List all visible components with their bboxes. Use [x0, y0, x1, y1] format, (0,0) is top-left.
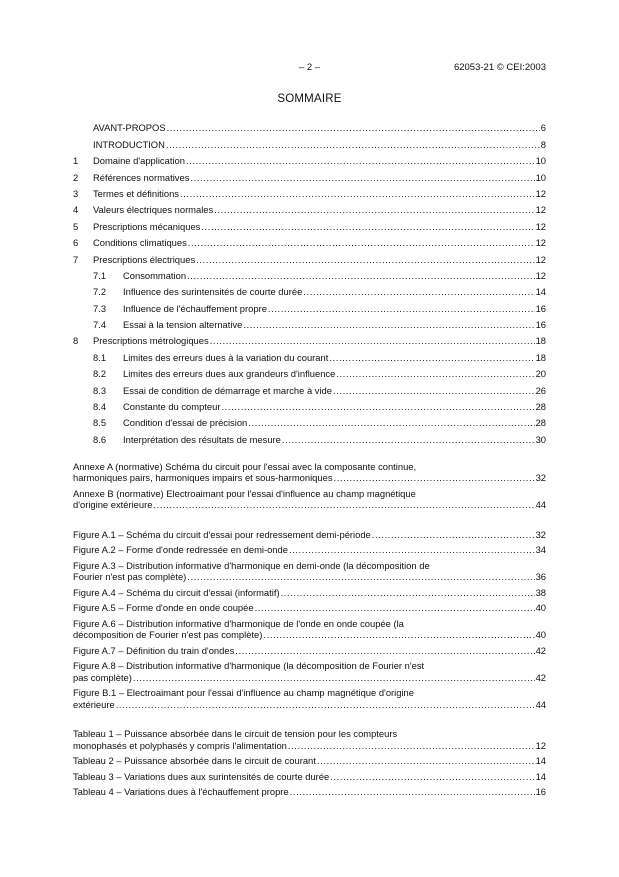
toc-entry[interactable]: [73, 428, 546, 444]
table-entry-line-with-page: [73, 771, 546, 783]
leader-dots: [336, 368, 534, 379]
toc-entry[interactable]: [73, 150, 546, 166]
table-entry[interactable]: [73, 786, 546, 798]
leader-dots: [167, 122, 540, 133]
toc-main-list: [73, 117, 546, 445]
table-entry-title: Tableau 4 – Variations dues à l'échauffement propre: [73, 786, 289, 798]
figure-entry-line-with-page: [73, 699, 546, 711]
toc-entry[interactable]: [73, 248, 546, 264]
leader-dots: [282, 434, 535, 445]
table-entry-line-with-page: [73, 786, 546, 798]
toc-entry-number: 7.4: [93, 319, 107, 331]
figure-entry-line: Figure A.3 – Distribution informative d'harmonique en demi-onde (la décomposition de: [73, 559, 430, 571]
figure-entry-page: 32: [535, 528, 546, 540]
leader-dots: [187, 571, 534, 583]
figure-entry-title: pas complète): [73, 671, 132, 683]
annex-entry-line: Annexe B (normative) Electroaimant pour l'essai d'influence au champ magnétique: [73, 487, 416, 499]
toc-entry-page: 18: [535, 335, 546, 347]
figure-entry-page: 40: [535, 629, 546, 641]
toc-entry-page: 12: [535, 220, 546, 232]
toc-entry-number: 7: [73, 253, 79, 265]
toc-entry-number: 1: [73, 155, 79, 167]
toc-entry[interactable]: [73, 314, 546, 330]
toc-entry-title: Prescriptions mécaniques: [93, 220, 201, 232]
toc-entry-number: 5: [73, 220, 79, 232]
toc-entry[interactable]: [73, 232, 546, 248]
figure-entry-title: Figure A.7 – Définition du train d'ondes: [73, 644, 235, 656]
annex-entry-line-with-page: [73, 499, 546, 511]
leader-dots: [330, 771, 534, 783]
toc-entry-title: Essai à la tension alternative: [123, 319, 243, 331]
figure-entry-page: 36: [535, 571, 546, 583]
toc-entry[interactable]: [73, 215, 546, 231]
leader-dots: [281, 587, 535, 599]
leader-dots: [180, 188, 535, 199]
annex-entry[interactable]: [73, 488, 546, 511]
toc-entry[interactable]: [73, 330, 546, 346]
leader-dots: [187, 270, 535, 281]
toc-entry[interactable]: [73, 199, 546, 215]
toc-entry-number: 6: [73, 237, 79, 249]
leader-dots: [317, 755, 535, 767]
toc-entry-page: 6: [540, 122, 546, 134]
toc-entry[interactable]: [73, 265, 546, 281]
toc-entry-page: 12: [535, 253, 546, 265]
leader-dots: [133, 672, 535, 684]
toc-entry-title: Termes et définitions: [93, 187, 179, 199]
annex-entry-title: d'origine extérieure: [73, 499, 153, 511]
toc-entry-number: 7.2: [93, 286, 107, 298]
figure-entry[interactable]: [73, 618, 546, 641]
leader-dots: [255, 602, 535, 614]
toc-entry-title: INTRODUCTION: [93, 138, 165, 150]
toc-entry-number: 8.3: [93, 384, 107, 396]
figure-entry[interactable]: [73, 645, 546, 657]
toc-entry-title: Prescriptions métrologiques: [93, 335, 209, 347]
figure-entry-title: Figure A.2 – Forme d'onde redressée en demi-onde: [73, 544, 288, 556]
figure-entry-title: décomposition de Fourier n'est pas complète): [73, 629, 263, 641]
toc-entry[interactable]: [73, 412, 546, 428]
table-entry-line-with-page: [73, 755, 546, 767]
leader-dots: [268, 303, 535, 314]
toc-entry-title: Domaine d'application: [93, 155, 185, 167]
toc-entry-number: 3: [73, 187, 79, 199]
table-entry[interactable]: [73, 771, 546, 783]
table-entry-line-with-page: [73, 740, 546, 752]
leader-dots: [334, 472, 535, 484]
leader-dots: [166, 139, 540, 150]
toc-entry-number: 8.6: [93, 433, 107, 445]
leader-dots: [290, 786, 535, 798]
figure-entry-line-with-page: [73, 602, 546, 614]
table-of-contents: [73, 117, 546, 798]
toc-entry-title: Interprétation des résultats de mesure: [123, 433, 281, 445]
toc-entry[interactable]: [73, 281, 546, 297]
leader-dots: [214, 204, 534, 215]
toc-entry[interactable]: [73, 346, 546, 362]
figure-entry[interactable]: [73, 602, 546, 614]
leader-dots: [188, 237, 535, 248]
table-entry-title: Tableau 2 – Puissance absorbée dans le circuit de courant: [73, 755, 316, 767]
figure-entry-line-with-page: [73, 571, 546, 583]
annex-entry-line: Annexe A (normative) Schéma du circuit pour l'essai avec la composante continue,: [73, 460, 417, 472]
table-entry-page: 14: [535, 770, 546, 782]
leader-dots: [201, 221, 534, 232]
leader-dots: [221, 401, 534, 412]
toc-entry-page: 18: [535, 351, 546, 363]
leader-dots: [153, 499, 534, 511]
leader-dots: [329, 352, 534, 363]
leader-dots: [372, 529, 535, 541]
table-entry-page: 14: [535, 755, 546, 767]
annex-entry-line-with-page: [73, 472, 546, 484]
toc-entry-number: 8: [73, 335, 79, 347]
toc-entry-title: Références normatives: [93, 171, 190, 183]
toc-entry[interactable]: [73, 363, 546, 379]
page-header: [0, 62, 619, 76]
annex-entry-page: 32: [535, 472, 546, 484]
toc-entry-page: 12: [535, 187, 546, 199]
figure-entry-line-with-page: [73, 529, 546, 541]
toc-entry-number: 2: [73, 171, 79, 183]
figure-entry-page: 40: [535, 602, 546, 614]
leader-dots: [235, 645, 534, 657]
toc-entry-title: Prescriptions électriques: [93, 253, 196, 265]
annex-entry[interactable]: [73, 461, 546, 484]
toc-entry-page: 20: [535, 368, 546, 380]
toc-entry-page: 12: [535, 237, 546, 249]
toc-entry-number: 8.4: [93, 401, 107, 413]
toc-entry[interactable]: [73, 117, 546, 133]
figure-entry-line-with-page: [73, 587, 546, 599]
leader-dots: [210, 335, 535, 346]
leader-dots: [196, 254, 534, 265]
toc-annex-list: [73, 461, 546, 511]
toc-entry-number: 7.1: [93, 269, 107, 281]
table-entry[interactable]: [73, 755, 546, 767]
toc-entry-page: 28: [535, 401, 546, 413]
figure-entry[interactable]: [73, 560, 546, 583]
toc-entry-title: Limites des erreurs dues aux grandeurs d'influence: [123, 368, 336, 380]
toc-entry-page: 14: [535, 286, 546, 298]
toc-entry[interactable]: [73, 396, 546, 412]
leader-dots: [186, 155, 535, 166]
toc-entry-page: 16: [535, 319, 546, 331]
leader-dots: [116, 699, 535, 711]
toc-entry-page: 28: [535, 417, 546, 429]
toc-entry-page: 10: [535, 171, 546, 183]
leader-dots: [263, 629, 534, 641]
toc-entry-page: 16: [535, 302, 546, 314]
leader-dots: [243, 319, 534, 330]
toc-entry-page: 26: [535, 384, 546, 396]
table-entry-title: monophasés et polyphasés y compris l'alimentation: [73, 739, 287, 751]
page-title: SOMMAIRE: [277, 93, 342, 105]
figure-entry[interactable]: [73, 544, 546, 556]
figure-entry-line-with-page: [73, 544, 546, 556]
figure-entry-line-with-page: [73, 629, 546, 641]
toc-entry-number: 8.5: [93, 417, 107, 429]
toc-entry-title: Essai de condition de démarrage et marche à vide: [123, 384, 332, 396]
figure-entry-line: Figure A.6 – Distribution informative d'harmonique de l'onde en onde coupée (la: [73, 617, 404, 629]
toc-entry[interactable]: [73, 379, 546, 395]
annex-entry-title: harmoniques pairs, harmoniques impairs et sous-harmoniques: [73, 472, 333, 484]
figure-entry-title: Figure A.4 – Schéma du circuit d'essai (informatif): [73, 586, 280, 598]
toc-entry-title: Valeurs électriques normales: [93, 204, 214, 216]
toc-table-list: [73, 728, 546, 798]
annex-entry-page: 44: [535, 499, 546, 511]
toc-figure-list: [73, 529, 546, 711]
toc-entry-title: Consommation: [123, 269, 187, 281]
leader-dots: [190, 172, 534, 183]
toc-entry-title: Influence des surintensités de courte durée: [123, 286, 303, 298]
toc-entry[interactable]: [73, 133, 546, 149]
leader-dots: [248, 417, 534, 428]
page-number: – 2 –: [298, 62, 321, 73]
figure-entry-page: 44: [535, 698, 546, 710]
leader-dots: [333, 385, 535, 396]
toc-entry-number: 8.1: [93, 351, 107, 363]
toc-entry[interactable]: [73, 297, 546, 313]
figure-entry[interactable]: [73, 660, 546, 683]
toc-entry[interactable]: [73, 183, 546, 199]
toc-entry-page: 10: [535, 155, 546, 167]
toc-entry-page: 8: [540, 138, 546, 150]
figure-entry-line: Figure B.1 – Electroaimant pour l'essai d'influence au champ magnétique d'origine: [73, 687, 414, 699]
leader-dots: [303, 286, 534, 297]
figure-entry-page: 34: [535, 544, 546, 556]
toc-entry-title: AVANT-PROPOS: [93, 122, 166, 134]
toc-entry-title: Constante du compteur: [123, 401, 221, 413]
toc-entry-title: Condition d'essai de précision: [123, 417, 248, 429]
figure-entry[interactable]: [73, 687, 546, 710]
toc-entry-number: 8.2: [93, 368, 107, 380]
figure-entry-page: 42: [535, 671, 546, 683]
toc-entry-number: 4: [73, 204, 79, 216]
figure-entry-line-with-page: [73, 645, 546, 657]
toc-entry-page: 12: [535, 204, 546, 216]
figure-entry-line-with-page: [73, 672, 546, 684]
leader-dots: [288, 740, 535, 752]
toc-entry-page: 30: [535, 433, 546, 445]
table-entry-line: Tableau 1 – Puissance absorbée dans le circuit de tension pour les compteurs: [73, 728, 398, 740]
figure-entry[interactable]: [73, 587, 546, 599]
figure-entry-title: Figure A.5 – Forme d'onde en onde coupée: [73, 602, 254, 614]
table-entry-page: 12: [535, 739, 546, 751]
toc-entry-title: Influence de l'échauffement propre: [123, 302, 267, 314]
table-entry-page: 16: [535, 786, 546, 798]
figure-entry-title: extérieure: [73, 698, 115, 710]
table-entry-title: Tableau 3 – Variations dues aux surintensités de courte durée: [73, 770, 330, 782]
table-entry[interactable]: [73, 728, 546, 751]
figure-entry-title: Figure A.1 – Schéma du circuit d'essai pour redressement demi-période: [73, 528, 371, 540]
toc-entry-title: Limites des erreurs dues à la variation du courant: [123, 351, 329, 363]
toc-entry[interactable]: [73, 166, 546, 182]
leader-dots: [289, 544, 535, 556]
document-reference: 62053-21 © CEI:2003: [453, 62, 546, 73]
figure-entry-line: Figure A.8 – Distribution informative d'harmonique (la décomposition de Fourier n'est: [73, 660, 425, 672]
figure-entry-title: Fourier n'est pas complète): [73, 571, 187, 583]
figure-entry-page: 42: [535, 644, 546, 656]
figure-entry-page: 38: [535, 586, 546, 598]
toc-entry-number: 7.3: [93, 302, 107, 314]
figure-entry[interactable]: [73, 529, 546, 541]
toc-entry-title: Conditions climatiques: [93, 237, 187, 249]
toc-entry-page: 12: [535, 269, 546, 281]
